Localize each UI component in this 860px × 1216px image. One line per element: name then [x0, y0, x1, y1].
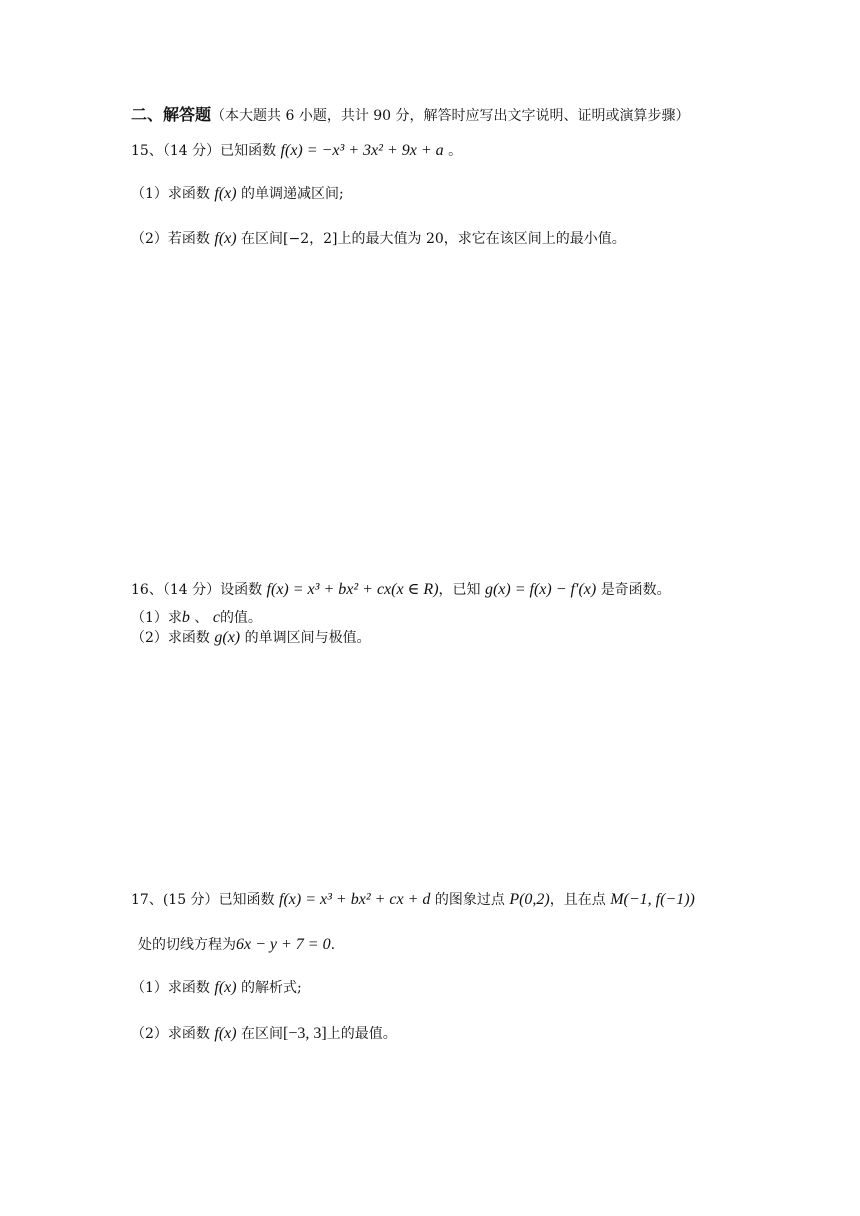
question-16-part-1 — [131, 608, 262, 628]
function-symbol: f(x) — [214, 185, 237, 202]
part-text: 在区间[−2，2]上的最大值为 20，求它在该区间上的最小值。 — [241, 231, 626, 247]
part-label: （2） — [131, 1026, 168, 1042]
question-text: ，且在点 — [549, 892, 606, 908]
question-end: . — [330, 937, 336, 953]
tangent-equation: 6x − y + 7 = 0 — [236, 936, 331, 953]
part-text: 若函数 — [167, 231, 210, 247]
part-text: 的单调区间与极值。 — [244, 630, 371, 646]
part-label: （2） — [131, 630, 168, 646]
question-text: ，已知 — [438, 582, 481, 598]
question-number: 15、 — [131, 143, 163, 159]
question-15-part-2 — [131, 229, 626, 249]
formula: f(x) = x³ + bx² + cx + d — [279, 891, 431, 908]
part-text: 的解析式; — [241, 980, 302, 996]
formula: g(x) = f(x) − f′(x) — [484, 581, 597, 598]
question-15 — [131, 141, 462, 161]
question-17-part-1 — [131, 978, 302, 998]
part-text: 求函数 — [167, 186, 210, 202]
part-text: 求函数 — [167, 1026, 210, 1042]
question-text: 已知函数 — [220, 143, 277, 159]
question-17 — [131, 890, 695, 910]
question-text: 的图象过点 — [434, 892, 505, 908]
section-heading — [131, 105, 690, 126]
question-points: (15 分） — [162, 892, 219, 908]
part-text: 上的最值。 — [326, 1026, 397, 1042]
function-symbol: g(x) — [214, 629, 241, 646]
question-17-line-2 — [138, 935, 335, 955]
function-symbol: f(x) — [214, 1025, 237, 1042]
section-title: 二、解答题 — [131, 105, 212, 124]
part-label: （1） — [131, 610, 168, 626]
part-text: 的单调递减区间; — [241, 186, 344, 202]
question-end: 。 — [448, 143, 463, 159]
question-15-part-1 — [131, 184, 344, 204]
function-symbol: f(x) — [214, 979, 237, 996]
question-text: 处的切线方程为 — [138, 937, 236, 953]
part-label: （1） — [131, 186, 168, 202]
point-p: P(0,2) — [509, 891, 550, 908]
question-end: 是奇函数。 — [600, 582, 671, 598]
separator: 、 — [189, 610, 213, 626]
part-text: 的值。 — [219, 610, 262, 626]
question-points: （14 分） — [162, 143, 221, 159]
variable: c — [212, 609, 220, 626]
question-text: 已知函数 — [218, 892, 275, 908]
interval: [−3, 3] — [283, 1025, 327, 1042]
question-16 — [131, 580, 671, 600]
question-number: 17、 — [131, 892, 163, 908]
variable: b — [181, 609, 190, 626]
part-text: 求 — [167, 610, 182, 626]
question-points: （14 分） — [162, 582, 221, 598]
question-17-part-2 — [131, 1024, 397, 1044]
formula: f(x) = x³ + bx² + cx(x ∈ R) — [266, 581, 439, 598]
formula: f(x) = −x³ + 3x² + 9x + a — [280, 142, 444, 159]
part-label: （1） — [131, 980, 168, 996]
part-text: 求函数 — [167, 980, 210, 996]
function-symbol: f(x) — [214, 230, 237, 247]
part-text: 在区间 — [241, 1026, 284, 1042]
question-16-part-2 — [131, 628, 371, 648]
question-text: 设函数 — [220, 582, 263, 598]
question-number: 16、 — [131, 582, 163, 598]
point-m: M(−1, f(−1)) — [610, 891, 695, 908]
section-note: （本大题共 6 小题，共计 90 分，解答时应写出文字说明、证明或演算步骤） — [211, 108, 690, 124]
part-text: 求函数 — [167, 630, 210, 646]
part-label: （2） — [131, 231, 168, 247]
